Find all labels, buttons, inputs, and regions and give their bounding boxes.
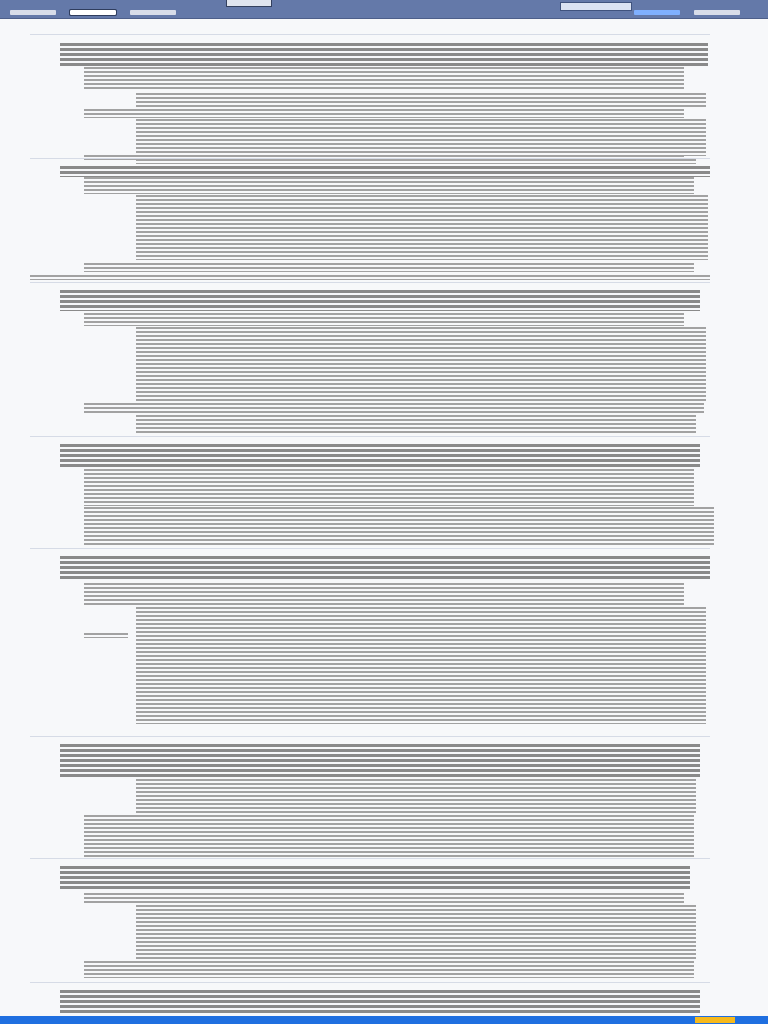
post-lead-text [60,865,690,891]
quoted-block [136,118,706,156]
nav-tab-highlighted[interactable] [634,10,680,15]
post-paragraph [84,402,704,414]
post-lead-text [60,743,700,777]
post-paragraph [84,176,694,194]
status-badge[interactable] [695,1017,735,1023]
post-header[interactable] [30,158,710,165]
post-header[interactable] [30,548,710,555]
post-header[interactable] [30,34,710,41]
post-paragraph [84,468,694,506]
quoted-block [136,92,706,108]
nav-tab[interactable] [10,10,56,15]
site-logo[interactable] [226,0,272,7]
post-lead-text [60,42,708,66]
post-paragraph [84,506,714,546]
post-paragraph [84,892,684,904]
post-header[interactable] [30,858,710,865]
post-paragraph [84,632,128,638]
post-lead-text [60,289,700,311]
post-header[interactable] [30,736,710,743]
post-lead-text [60,443,700,467]
quoted-block [136,194,708,260]
post-paragraph [84,262,694,272]
breadcrumb[interactable] [30,20,710,25]
post-paragraph [84,814,694,858]
nav-tab[interactable] [130,10,176,15]
post-header[interactable] [30,982,710,989]
status-bar [0,1016,768,1024]
nav-bar [10,8,740,16]
post-paragraph [84,66,684,90]
post-paragraph [84,960,694,978]
post-header[interactable] [30,436,710,443]
post-paragraph [84,108,684,118]
quoted-block [136,414,696,434]
quoted-block [136,326,706,402]
post-paragraph [84,582,684,606]
post-footer [30,274,710,280]
site-header [0,0,768,19]
quoted-block [136,778,696,814]
quoted-block [136,606,706,724]
nav-tab[interactable] [694,10,740,15]
post-lead-text [60,989,700,1015]
post-lead-text [60,555,710,581]
quoted-block [136,904,696,960]
nav-tab-selected[interactable] [70,10,116,15]
post-paragraph [84,312,684,326]
post-header[interactable] [30,282,710,289]
